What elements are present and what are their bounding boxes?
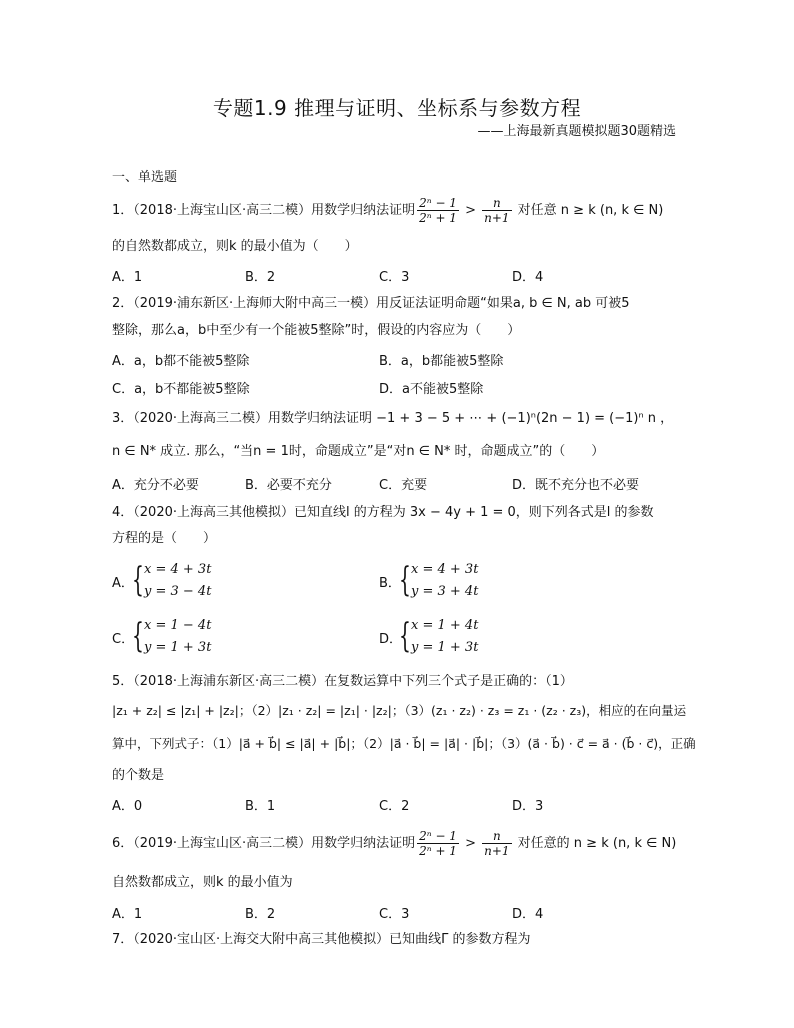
- question-6-fraction-right: $\frac{n}{n+1}$: [484, 829, 510, 858]
- question-6-fraction-left: $\frac{\text{2ⁿ − 1}}{\text{2ⁿ + 1}}$: [419, 829, 457, 858]
- question-1-line-1: 1．（2018·上海宝山区·高三二模）用数学归纳法证明 $\frac{\text{2ⁿ − 1}}{\text{2ⁿ + 1}}$ > $\frac{n}{n+1}$ 对任意 n ≥ k (n, k ∈ N): [112, 196, 664, 225]
- question-3-option-d: D．既不充分也不必要: [512, 478, 640, 493]
- question-1-option-c: C．3: [379, 270, 410, 285]
- question-5-options: [112, 795, 682, 813]
- question-1-option-a: A．1: [112, 270, 143, 285]
- question-4-option-d: D． { x = 1 + 4t y = 1 + 3t: [379, 616, 479, 656]
- question-4-line-1: 4．（2020·上海高三其他模拟）已知直线l 的方程为 3x − 4y + 1 = 0，则下列各式是l 的参数: [112, 505, 654, 520]
- question-2-line-2: 整除，那么a，b中至少有一个能被5整除”时，假设的内容应为（ ）: [112, 323, 521, 338]
- question-6-suffix: 对任意的 n ≥ k (n, k ∈ N): [513, 836, 677, 851]
- question-5-line-2: |z₁ + z₂| ≤ |z₁| + |z₂|；（2）|z₁ · z₂| = |z₁| · |z₂|；（3）(z₁ · z₂) · z₃ = z₁ · (z₂ · z₃)，相应的在向量运: [112, 703, 687, 718]
- question-2-option-a: A．a，b都不能被5整除: [112, 354, 250, 369]
- question-3-line-2: n ∈ N* 成立. 那么，“当n = 1时，命题成立”是“对n ∈ N* 时，命题成立”的（ ）: [112, 444, 605, 459]
- question-3-option-b: B．必要不充分: [245, 478, 332, 493]
- question-5-line-3: 算中，下列式子：（1）|a⃗ + b⃗| ≤ |a⃗| + |b⃗|；（2）|a⃗ · b⃗| = |a⃗| · |b⃗|；（3）(a⃗ · b⃗) · c⃗ = a⃗ · (b⃗ · c⃗)，正确: [112, 736, 696, 751]
- question-3-option-a: A．充分不必要: [112, 478, 199, 493]
- question-6-option-b: B．2: [245, 907, 276, 922]
- question-2-option-c: C．a，b不都能被5整除: [112, 382, 250, 397]
- question-2-line-1: 2．（2019·浦东新区·上海师大附中高三一模）用反证法证明命题“如果a, b ∈ N, ab 可被5: [112, 296, 630, 311]
- question-4-option-c: C． { x = 1 − 4t y = 1 + 3t: [112, 616, 212, 656]
- question-2-option-b: B．a，b都能被5整除: [379, 354, 504, 369]
- question-1-suffix: 对任意 n ≥ k (n, k ∈ N): [513, 203, 664, 218]
- question-4-option-b: B． { x = 4 + 3t y = 3 + 4t: [379, 560, 479, 600]
- question-3-option-c: C．充要: [379, 478, 428, 493]
- question-3-line-1: 3．（2020·上海高三二模）用数学归纳法证明 −1 + 3 − 5 + ⋯ + (−1)ⁿ(2n − 1) = (−1)ⁿ n ，: [112, 411, 674, 426]
- question-5-option-c: C．2: [379, 799, 410, 814]
- question-5-option-d: D．3: [512, 799, 544, 814]
- question-4-line-2: 方程的是（ ）: [112, 531, 217, 546]
- question-7-line-1: 7．（2020·宝山区·上海交大附中高三其他模拟）已知曲线Γ 的参数方程为: [112, 932, 531, 947]
- question-1-prefix: 1．（2018·上海宝山区·高三二模）用数学归纳法证明: [112, 203, 416, 218]
- question-2-options-row-2: [112, 378, 682, 396]
- question-6-option-a: A．1: [112, 907, 143, 922]
- question-6-option-c: C．3: [379, 907, 410, 922]
- question-5-option-b: B．1: [245, 799, 276, 814]
- question-1-option-b: B．2: [245, 270, 276, 285]
- section-heading: 一、单选题: [112, 170, 178, 185]
- question-5-option-a: A．0: [112, 799, 143, 814]
- question-4-option-a: A． { x = 4 + 3t y = 3 − 4t: [112, 560, 212, 600]
- question-1-options: [112, 266, 682, 284]
- question-3-options: [112, 474, 682, 492]
- question-1-line-2: 的自然数都成立，则k 的最小值为（ ）: [112, 239, 358, 254]
- question-1-fraction-right: $\frac{n}{n+1}$: [484, 196, 510, 225]
- question-1-option-d: D．4: [512, 270, 544, 285]
- question-6-line-1: 6．（2019·上海宝山区·高三二模）用数学归纳法证明 $\frac{\text{2ⁿ − 1}}{\text{2ⁿ + 1}}$ > $\frac{n}{n+1}$ 对任意的 n ≥ k (n, k ∈ N): [112, 829, 677, 858]
- question-1-fraction-left: $\frac{\text{2ⁿ − 1}}{\text{2ⁿ + 1}}$: [419, 196, 457, 225]
- page-subtitle: ——上海最新真题模拟题30题精选: [477, 124, 676, 139]
- question-2-option-d: D．a不能被5整除: [379, 382, 484, 397]
- question-5-line-4: 的个数是: [112, 768, 165, 783]
- question-6-line-2: 自然数都成立，则k 的最小值为: [112, 875, 293, 890]
- page-title: 专题1.9 推理与证明、坐标系与参数方程: [212, 96, 582, 120]
- question-6-prefix: 6．（2019·上海宝山区·高三二模）用数学归纳法证明: [112, 836, 416, 851]
- question-6-option-d: D．4: [512, 907, 544, 922]
- question-2-options-row-1: [112, 350, 682, 368]
- question-6-options: [112, 903, 682, 921]
- question-5-line-1: 5．（2018·上海浦东新区·高三二模）在复数运算中下列三个式子是正确的：（1）: [112, 674, 573, 689]
